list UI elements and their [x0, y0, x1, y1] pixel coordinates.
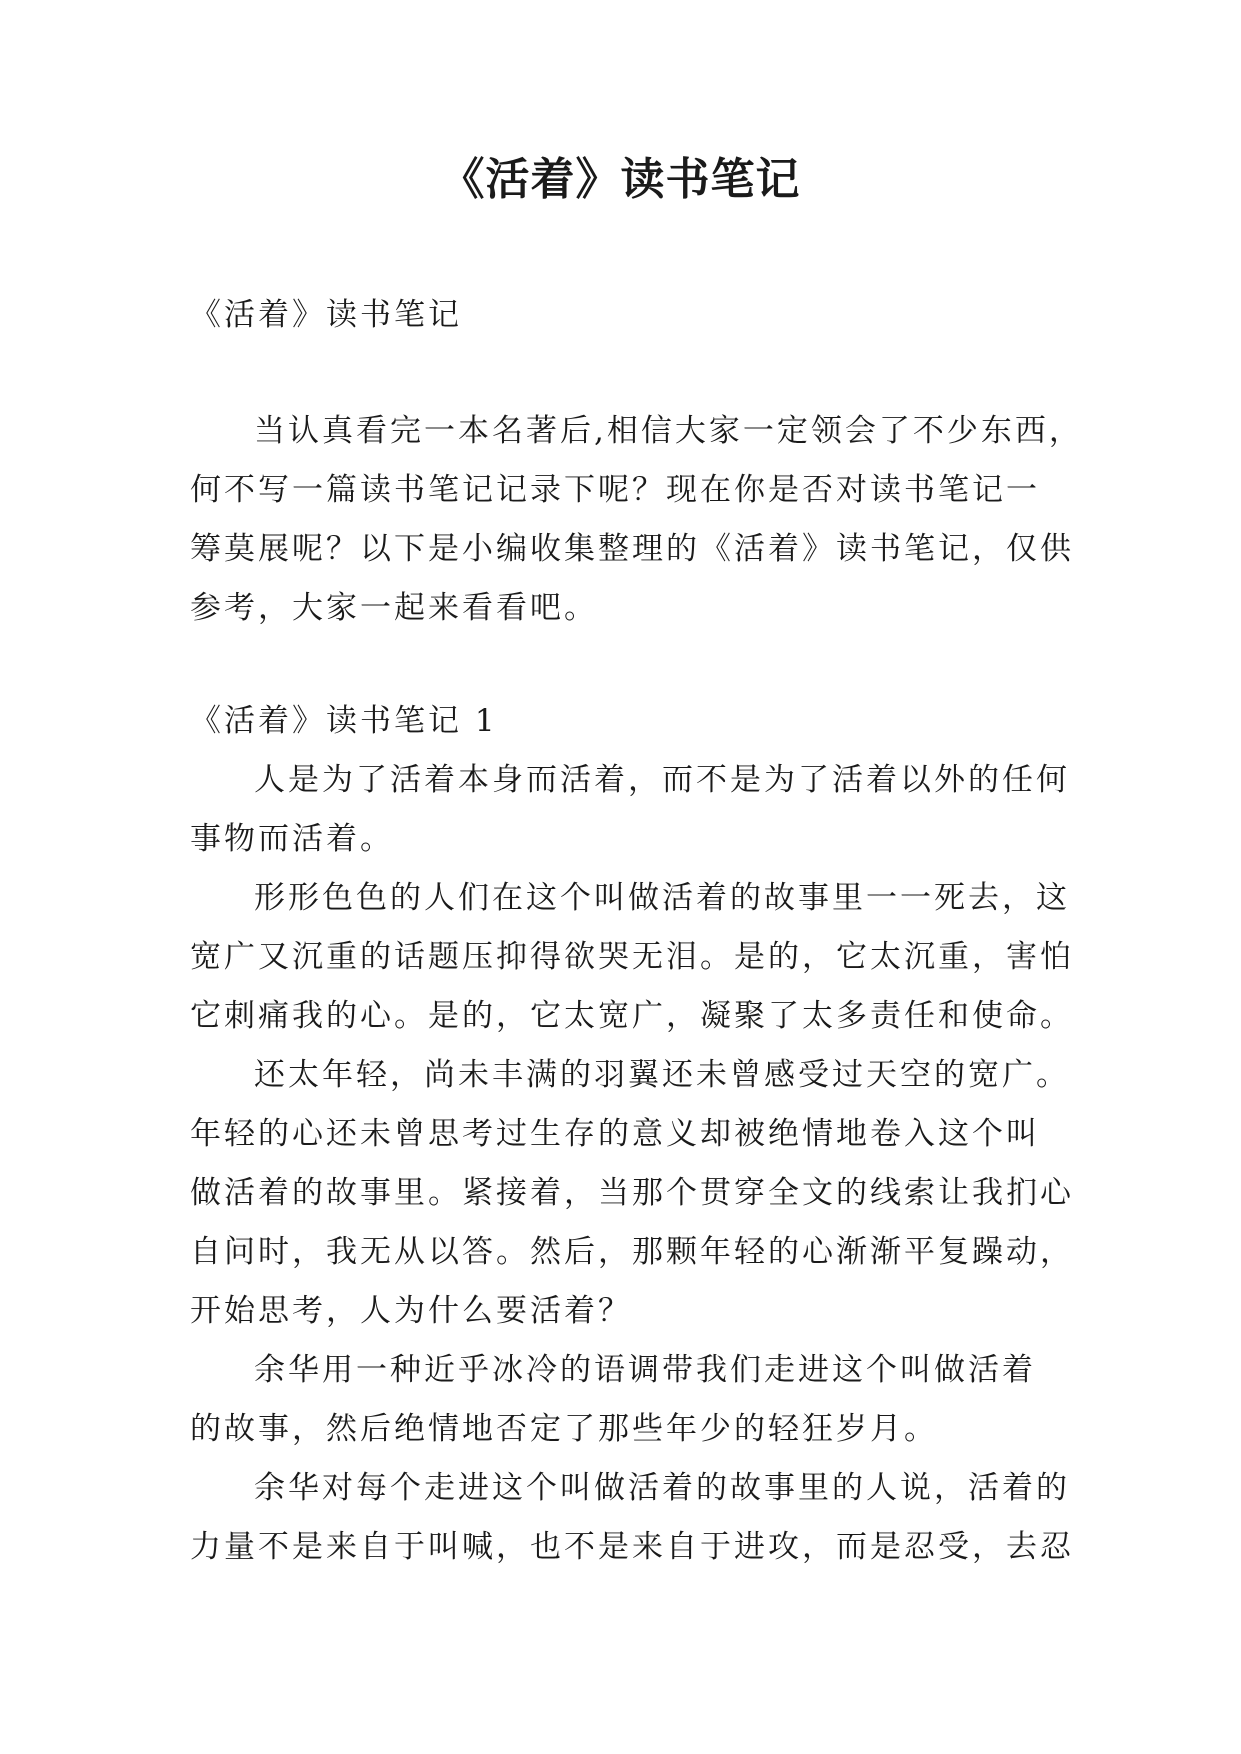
subtitle	[190, 286, 1052, 345]
text-line: 开始思考，人为什么要活着？	[190, 1293, 632, 1329]
text-line: 当认真看完一本名著后,相信大家一定领会了不少东西，	[254, 413, 1083, 449]
text-line: 它刺痛我的心。是的，它太宽广，凝聚了太多责任和使命。	[190, 998, 1074, 1034]
text-line: 宽广又沉重的话题压抑得欲哭无泪。是的，它太沉重，害怕	[190, 939, 1074, 975]
text-line: 的故事，然后绝情地否定了那些年少的轻狂岁月。	[190, 1411, 938, 1447]
text-line: 形形色色的人们在这个叫做活着的故事里一一死去，这	[254, 880, 1070, 916]
text-line: 余华用一种近乎冰冷的语调带我们走进这个叫做活着	[254, 1352, 1036, 1388]
subtitle-text: 《活着》读书笔记	[190, 297, 462, 333]
text-line: 参考，大家一起来看看吧。	[190, 590, 598, 626]
section-heading	[190, 692, 1052, 751]
text-line: 事物而活着。	[190, 821, 394, 857]
text-line: 自问时，我无从以答。然后，那颗年轻的心渐渐平复躁动，	[190, 1234, 1074, 1270]
body-text	[190, 751, 1074, 1577]
document-title: 《活着》读书笔记	[440, 154, 801, 205]
text-line: 人是为了活着本身而活着，而不是为了活着以外的任何	[254, 762, 1070, 798]
section-heading-text: 《活着》读书笔记 1	[190, 703, 498, 739]
intro-paragraph	[190, 402, 1083, 638]
text-line: 何不写一篇读书笔记记录下呢？现在你是否对读书笔记一	[190, 472, 1040, 508]
text-line: 做活着的故事里。紧接着，当那个贯穿全文的线索让我扪心	[190, 1175, 1074, 1211]
text-line: 力量不是来自于叫喊，也不是来自于进攻，而是忍受，去忍	[190, 1529, 1074, 1565]
text-line: 余华对每个走进这个叫做活着的故事里的人说，活着的	[254, 1470, 1070, 1506]
text-line: 筹莫展呢？以下是小编收集整理的《活着》读书笔记，仅供	[190, 531, 1074, 567]
text-line: 还太年轻，尚未丰满的羽翼还未曾感受过天空的宽广。	[254, 1057, 1070, 1093]
text-line: 年轻的心还未曾思考过生存的意义却被绝情地卷入这个叫	[190, 1116, 1040, 1152]
